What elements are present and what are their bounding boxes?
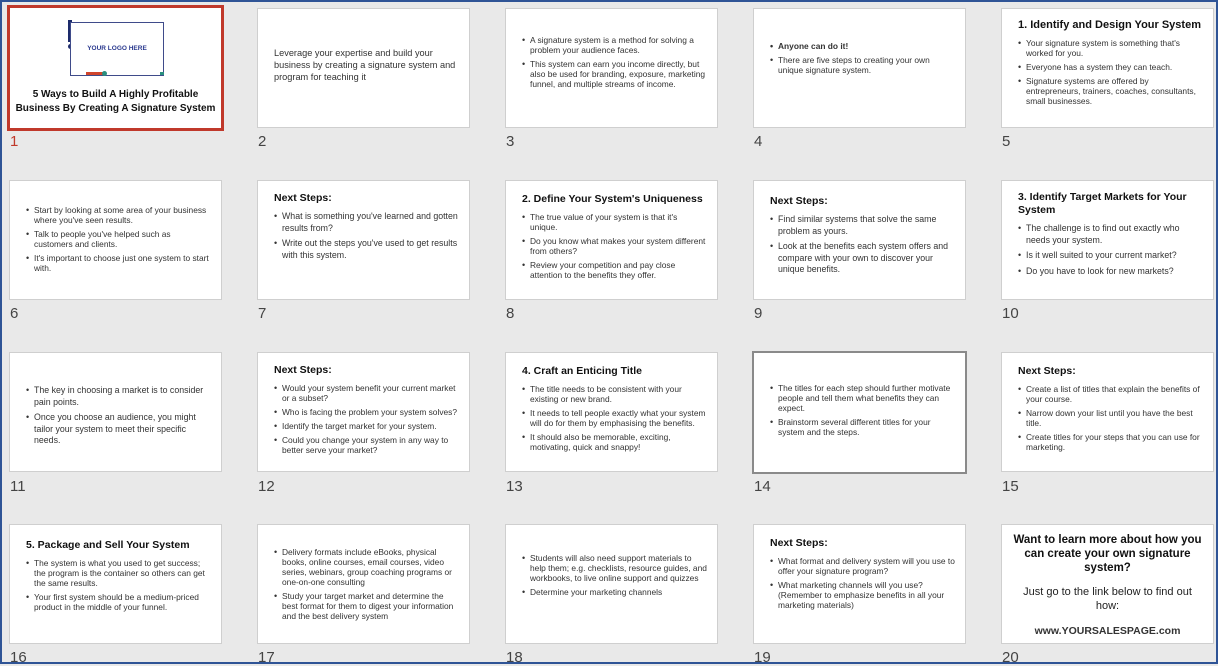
bullet-list	[1018, 384, 1203, 452]
slide-thumbnail-9[interactable]	[753, 180, 966, 300]
bullet-item: • It needs to tell people exactly what your system will do for them by emphasising the benefits.	[522, 408, 707, 428]
logo-text: YOUR LOGO HERE	[87, 45, 147, 52]
bullet-item: • Students will also need support materials to help them; e.g. checklists, resource guides, and workbooks, to live online support and quizzes	[522, 553, 707, 583]
bullet-item: • It should also be memorable, exciting, motivating, quick and snappy!	[522, 432, 707, 452]
slide-thumbnail-6[interactable]	[9, 180, 222, 300]
slide-question: Want to learn more about how you can create your own signature system?	[1013, 534, 1202, 574]
bullet-item: • What is something you've learned and gotten results from?	[274, 211, 459, 234]
bullet-item: • Would your system benefit your current market or a subset?	[274, 383, 459, 403]
slide-title: 3. Identify Target Markets for Your System	[1018, 191, 1187, 216]
bullet-item: • The key in choosing a market is to consider pain points.	[26, 385, 211, 408]
bullet-item: • Look at the benefits each system offers and compare with your own to discover your unique benefits.	[770, 241, 955, 276]
slide-number-1: 1	[10, 133, 19, 150]
bullet-item: • Determine your marketing channels	[522, 587, 707, 597]
slide-thumbnail-17[interactable]	[257, 524, 470, 644]
bullet-list	[522, 384, 707, 452]
slide-thumbnail-16[interactable]	[9, 524, 222, 644]
bullet-item: • Find similar systems that solve the same problem as yours.	[770, 214, 955, 237]
slide-number-14: 14	[754, 478, 771, 495]
slide-number-7: 7	[258, 305, 267, 322]
slide-number-9: 9	[754, 305, 763, 322]
bullet-list	[522, 212, 707, 280]
slide-thumbnail-10[interactable]	[1001, 180, 1214, 300]
slide-text: Leverage your expertise and build your business by creating a signature system and program for teaching it	[274, 48, 456, 82]
slide-title: 2. Define Your System's Uniqueness	[522, 193, 703, 205]
slide-title: 4. Craft an Enticing Title	[522, 365, 642, 377]
bullet-item: • It's important to choose just one system to start with.	[26, 253, 211, 273]
bullet-item: • Could you change your system in any way to better serve your market?	[274, 435, 459, 455]
bullet-item: • Start by looking at some area of your business where you've seen results.	[26, 205, 211, 225]
slide-title	[10, 88, 221, 116]
bullet-item: • Once you choose an audience, you might tailor your system to meet their specific needs.	[26, 412, 211, 447]
slide-thumbnail-18[interactable]	[505, 524, 718, 644]
bullet-list	[274, 547, 459, 621]
slide-thumbnail-1[interactable]	[7, 5, 224, 131]
teal-accent-bar	[160, 72, 164, 75]
slide-number-18: 18	[506, 649, 523, 666]
bullet-item: • This system can earn you income directly, but also be used for branding, exposure, marketing funnel, and multiple streams of income.	[522, 59, 707, 89]
slide-number-10: 10	[1002, 305, 1019, 322]
bullet-item: • The true value of your system is that it's unique.	[522, 212, 707, 232]
bullet-list	[522, 35, 707, 89]
slide-number-15: 15	[1002, 478, 1019, 495]
slide-number-12: 12	[258, 478, 275, 495]
slide-number-4: 4	[754, 133, 763, 150]
slide-thumbnail-5[interactable]	[1001, 8, 1214, 128]
slide-number-11: 11	[10, 478, 26, 495]
slide-thumbnail-4[interactable]	[753, 8, 966, 128]
bullet-item: • The system is what you used to get success; the program is the container so others can get the same results.	[26, 558, 211, 588]
slide-content	[1010, 533, 1205, 637]
bullet-item: • Create a list of titles that explain the benefits of your course.	[1018, 384, 1203, 404]
bullet-list	[26, 205, 211, 273]
slide-number-19: 19	[754, 649, 771, 666]
bullet-list	[522, 553, 707, 597]
teal-accent-dot	[102, 71, 107, 76]
slide-number-17: 17	[258, 649, 275, 666]
bullet-item: • A signature system is a method for solving a problem your audience faces.	[522, 35, 707, 55]
bullet-item: • Identify the target market for your system.	[274, 421, 459, 431]
bullet-item: • Review your competition and pay close attention to the benefits they offer.	[522, 260, 707, 280]
slide-thumbnail-20[interactable]	[1001, 524, 1214, 644]
bullet-item: • Study your target market and determine the best format for them to digest your information and the best delivery system	[274, 591, 459, 621]
bullet-list	[1018, 223, 1203, 277]
slide-title: Next Steps:	[770, 537, 828, 549]
bullet-item: • Delivery formats include eBooks, physical books, online courses, email courses, video series, webinars, group coaching programs or one-on-one consulting	[274, 547, 459, 587]
bullet-item: • Write out the steps you've used to get results with this system.	[274, 238, 459, 261]
sales-page-url: www.YOURSALESPAGE.com	[1034, 625, 1181, 637]
bullet-list	[770, 556, 955, 610]
slide-thumbnail-15[interactable]	[1001, 352, 1214, 472]
bullet-list	[274, 211, 459, 261]
bullet-item: • The challenge is to find out exactly who needs your system.	[1018, 223, 1203, 246]
slide-title: Next Steps:	[274, 364, 332, 376]
slide-thumbnail-19[interactable]	[753, 524, 966, 644]
slide-title: Next Steps:	[274, 192, 332, 204]
slide-title: 5. Package and Sell Your System	[26, 539, 190, 551]
bullet-item: • Everyone has a system they can teach.	[1018, 62, 1203, 72]
slide-thumbnail-8[interactable]	[505, 180, 718, 300]
bullet-item: • Your first system should be a medium-priced product in the middle of your funnel.	[26, 592, 211, 612]
title-line-1: 5 Ways to Build A Highly Profitable	[32, 89, 199, 100]
bullet-item: • Brainstorm several different titles for your system and the steps.	[770, 417, 955, 437]
slide-thumbnail-7[interactable]	[257, 180, 470, 300]
slide-thumbnail-2[interactable]	[257, 8, 470, 128]
slide-number-8: 8	[506, 305, 515, 322]
slide-title: 1. Identify and Design Your System	[1018, 19, 1201, 31]
logo-placeholder	[70, 22, 164, 76]
slide-thumbnail-3[interactable]	[505, 8, 718, 128]
bullet-item: • Narrow down your list until you have the best title.	[1018, 408, 1203, 428]
slide-instruction: Just go to the link below to find out how:	[1023, 586, 1192, 612]
slide-thumbnail-13[interactable]	[505, 352, 718, 472]
bullet-item: • Who is facing the problem your system solves?	[274, 407, 459, 417]
bullet-list	[770, 383, 955, 437]
slide-thumbnail-12[interactable]	[257, 352, 470, 472]
slide-title: Next Steps:	[770, 195, 828, 207]
bullet-list	[274, 383, 459, 455]
slide-number-6: 6	[10, 305, 19, 322]
bullet-item: • The title needs to be consistent with your existing or new brand.	[522, 384, 707, 404]
slide-number-2: 2	[258, 133, 267, 150]
slide-number-3: 3	[506, 133, 515, 150]
slide-number-5: 5	[1002, 133, 1011, 150]
bullet-list	[26, 385, 211, 447]
bullet-item: • The titles for each step should further motivate people and tell them what benefits they can expect.	[770, 383, 955, 413]
bullet-item: • What format and delivery system will you use to offer your signature program?	[770, 556, 955, 576]
bullet-item: • Your signature system is something that's worked for you.	[1018, 38, 1203, 58]
bullet-item: • Is it well suited to your current market?	[1018, 250, 1203, 262]
title-line-2: Business By Creating A Signature System	[15, 103, 216, 114]
bullet-list	[770, 214, 955, 276]
bullet-list	[26, 558, 211, 612]
bullet-item: • Anyone can do it!	[770, 41, 955, 51]
bullet-item: • Do you know what makes your system different from others?	[522, 236, 707, 256]
slide-thumbnail-14[interactable]	[752, 351, 967, 474]
slide-title: Next Steps:	[1018, 365, 1076, 377]
bullet-item: • Create titles for your steps that you can use for marketing.	[1018, 432, 1203, 452]
bullet-item: • There are five steps to creating your own unique signature system.	[770, 55, 955, 75]
slide-number-16: 16	[10, 649, 27, 666]
bullet-item: • Signature systems are offered by entrepreneurs, trainers, coaches, consultants, small businesses.	[1018, 76, 1203, 106]
slide-number-20: 20	[1002, 649, 1019, 666]
bullet-item: • Talk to people you've helped such as customers and clients.	[26, 229, 211, 249]
slide-number-13: 13	[506, 478, 523, 495]
slide-thumbnail-11[interactable]	[9, 352, 222, 472]
bullet-item: • What marketing channels will you use? (Remember to emphasize benefits in all your marketing materials)	[770, 580, 955, 610]
bullet-list	[1018, 38, 1203, 106]
bullet-list	[770, 41, 955, 75]
bullet-item: • Do you have to look for new markets?	[1018, 266, 1203, 278]
